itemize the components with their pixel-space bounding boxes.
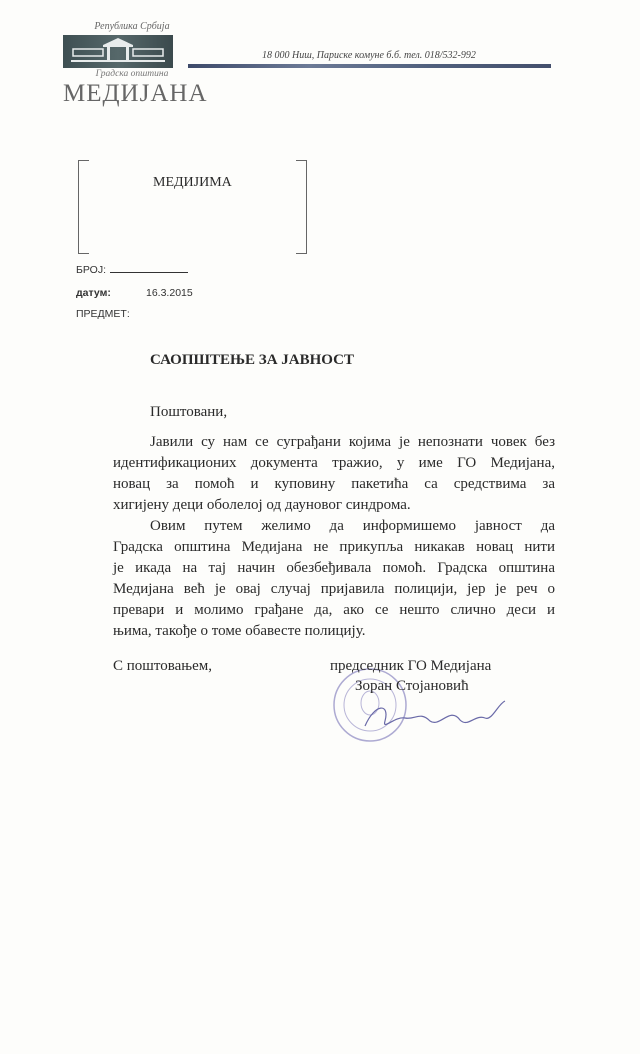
closing: С поштовањем,	[113, 658, 212, 674]
letterhead-country: Република Србија	[94, 21, 170, 32]
letterhead-address: 18 000 Ниш, Париске комуне б.б. тел. 018/532-992	[262, 50, 476, 61]
body-line: хигијену деци оболелој од дауновог синдрома.	[113, 497, 411, 513]
body-line: идентификационих документа тражио, у име ГО Медијана,	[113, 455, 555, 471]
letterhead-divider	[188, 64, 551, 68]
body-line: Медијана већ је овај случај пријавила полицији, јер је реч о	[113, 581, 555, 597]
body-line: Јавили су нам се суграђани којима је непознати човек без	[150, 434, 555, 450]
recipient: МЕДИЈИМА	[153, 175, 232, 190]
address-bracket-left	[78, 160, 89, 254]
body-line: је икада на тај начин обезбеђивала помоћ. Градска општина	[113, 560, 555, 576]
address-bracket-right	[296, 160, 307, 254]
signatory-title: председник ГО Медијана	[330, 658, 492, 674]
letterhead-municipality-label: Градска општина	[95, 69, 169, 79]
body-text	[113, 432, 555, 642]
municipality-logo	[63, 35, 173, 68]
document-title: САОПШТЕЊЕ ЗА ЈАВНОСТ	[150, 352, 354, 368]
greeting: Поштовани,	[150, 404, 228, 420]
body-line: превари и молимо грађане да, ако се нешто слично деси и	[113, 602, 555, 618]
signatory-name: Зоран Стојановић	[355, 678, 469, 694]
body-line: Градска општина Медијана не прикупља никакав новац нити	[113, 539, 555, 555]
datum-value: 16.3.2015	[146, 287, 193, 299]
broj-blank	[110, 263, 188, 273]
body-line: њима, такође о томе обавесте полицију.	[113, 623, 366, 639]
letterhead-municipality-name: МЕДИЈАНА	[63, 80, 208, 107]
handwritten-signature	[360, 698, 510, 738]
datum-label: датум:	[76, 287, 111, 299]
body-line: Овим путем желимо да информишемо јавност да	[150, 518, 555, 534]
body-line: новац за помоћ и куповину пакетића са средствима за	[113, 476, 555, 492]
broj-label: БРОЈ:	[76, 264, 106, 276]
predmet-label: ПРЕДМЕТ:	[76, 308, 130, 320]
broj-field	[76, 263, 188, 277]
